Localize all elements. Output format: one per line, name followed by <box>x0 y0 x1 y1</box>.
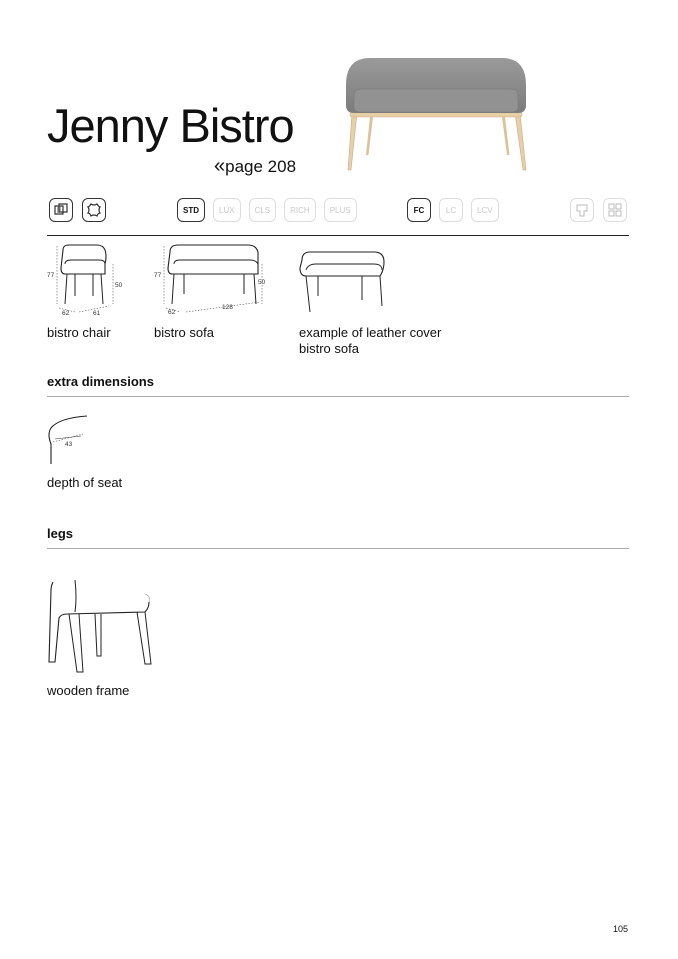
double-chevron-left-icon: « <box>214 155 226 177</box>
badge-rich[interactable]: RICH <box>284 198 316 222</box>
badge-cls[interactable]: CLS <box>249 198 277 222</box>
dim-width: 128 <box>222 304 233 311</box>
header-divider <box>47 235 629 236</box>
badge-fc[interactable]: FC <box>407 198 431 222</box>
dim-height: 77 <box>154 272 162 279</box>
badge-plus[interactable]: PLUS <box>324 198 357 222</box>
model-label-leather-line2: bistro sofa <box>299 341 359 356</box>
bistro-chair-drawing <box>45 242 127 318</box>
product-photo <box>340 55 532 173</box>
fabric-pattern-icon[interactable] <box>49 198 73 222</box>
page-number: 105 <box>612 924 628 934</box>
page-reference-text: page 208 <box>225 157 297 176</box>
section-divider <box>47 548 629 549</box>
dim-seat: 50 <box>258 279 266 286</box>
badge-lcv[interactable]: LCV <box>471 198 499 222</box>
badge-lc[interactable]: LC <box>439 198 463 222</box>
leather-sofa-drawing <box>296 248 390 318</box>
configuration-icon[interactable] <box>603 198 627 222</box>
model-label-bistro-chair: bistro chair <box>47 325 111 340</box>
badge-lux[interactable]: LUX <box>213 198 241 222</box>
dim-width: 61 <box>93 310 101 317</box>
legs-label-wooden-frame: wooden frame <box>47 683 130 698</box>
single-module-icon[interactable] <box>570 198 594 222</box>
sofa-leg <box>502 117 510 155</box>
model-label-leather-line1: example of leather cover <box>299 325 442 340</box>
sofa-seat <box>354 89 518 112</box>
page-reference-link[interactable] <box>214 155 296 178</box>
sofa-leg <box>366 117 373 155</box>
depth-of-seat-drawing <box>45 412 93 466</box>
page-title: Jenny Bistro <box>47 99 294 152</box>
sofa-leg <box>515 113 526 170</box>
section-heading-extra-dimensions: extra dimensions <box>47 374 154 389</box>
dim-depth: 62 <box>168 309 176 316</box>
leather-hide-icon[interactable] <box>82 198 106 222</box>
badge-std[interactable]: STD <box>177 198 205 222</box>
sofa-leg <box>348 113 357 170</box>
extra-dimension-label: depth of seat <box>47 475 123 490</box>
section-heading-legs: legs <box>47 526 74 541</box>
dim-seat: 50 <box>115 282 123 289</box>
dim-depth: 62 <box>62 310 70 317</box>
bistro-sofa-drawing <box>152 242 270 318</box>
model-label-bistro-sofa: bistro sofa <box>154 325 214 340</box>
dim-seat-depth: 43 <box>65 441 73 448</box>
wooden-frame-drawing <box>45 578 157 676</box>
dim-height: 77 <box>47 272 55 279</box>
section-divider <box>47 396 629 397</box>
